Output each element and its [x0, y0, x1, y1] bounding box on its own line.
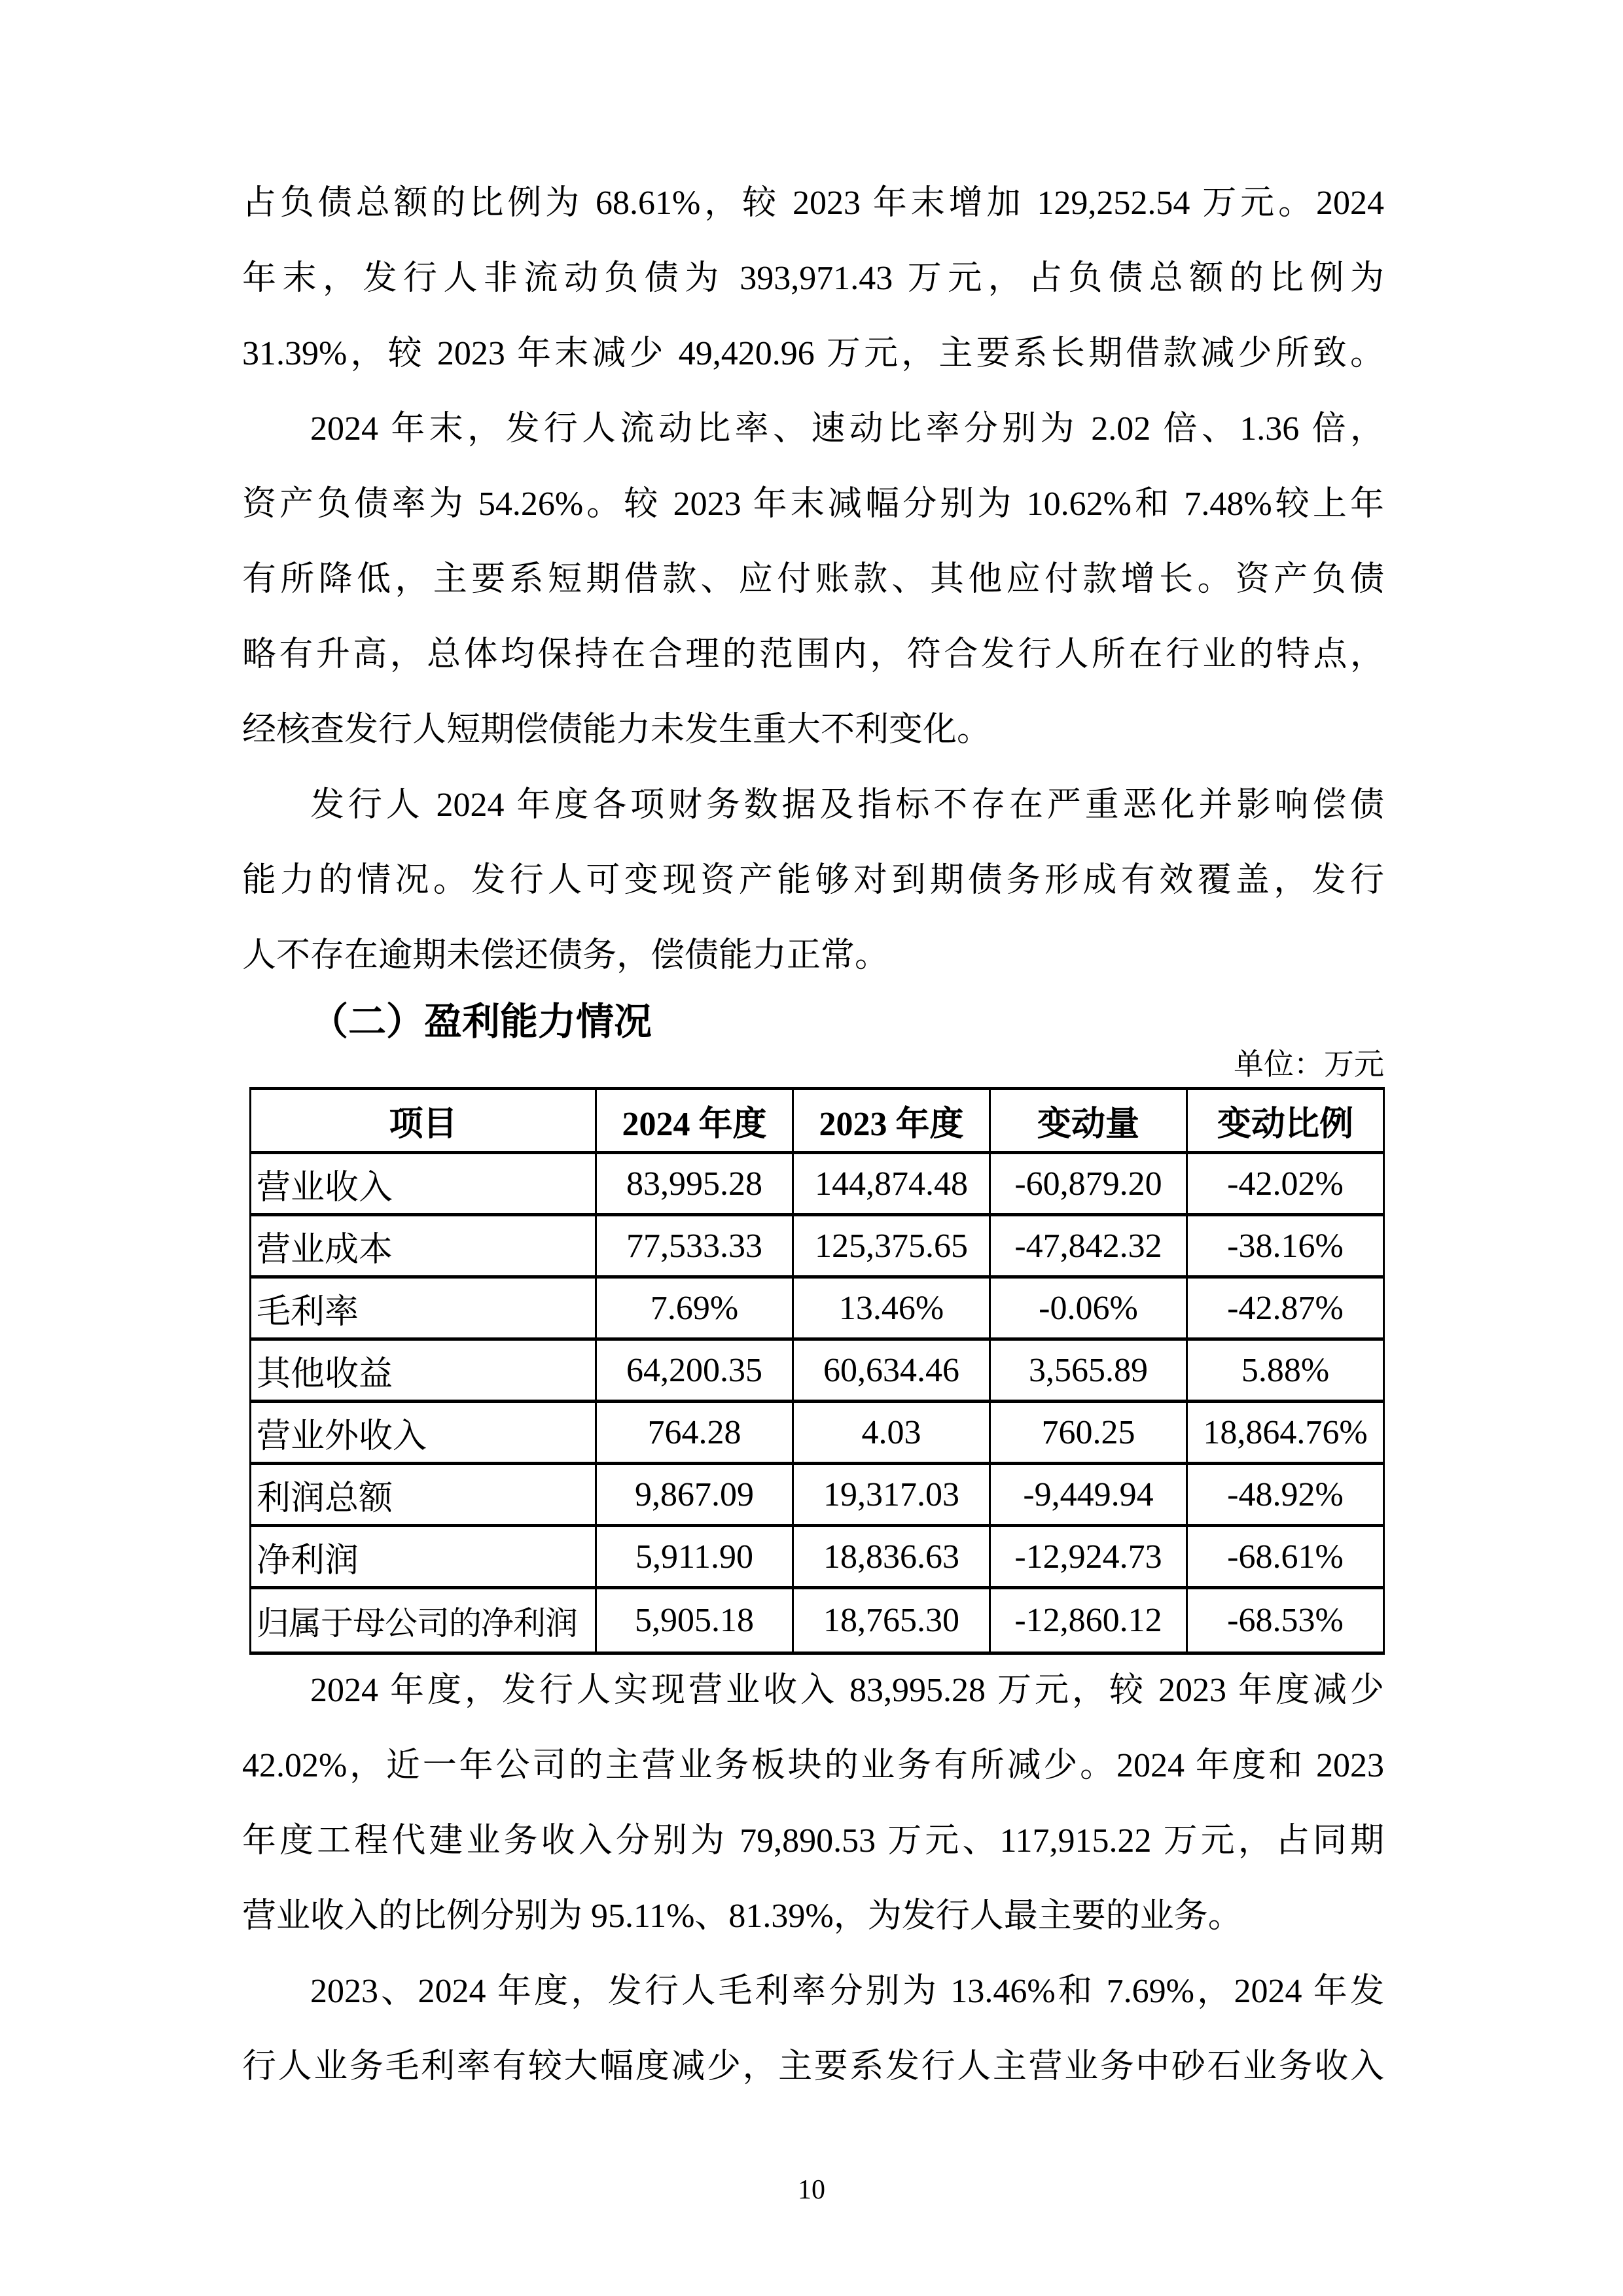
text-line: 能力的情况。发行人可变现资产能够对到期债务形成有效覆盖，发行: [242, 862, 1384, 899]
paragraph-liquidity-ratios: [242, 391, 1384, 768]
text-line: 资产负债率为 54.26%。较 2023 年末减幅分别为 10.62%和 7.48%较上年: [242, 486, 1384, 523]
text-line: 人不存在逾期未偿还债务，偿债能力正常。: [242, 937, 889, 974]
text-line: 行人业务毛利率有较大幅度减少，主要系发行人主营业务中砂石业务收入: [242, 2048, 1384, 2085]
table-row: [251, 1464, 1384, 1526]
table-row: [251, 1588, 1384, 1653]
unit-label: 单位：万元: [1234, 1048, 1384, 1081]
row-label: 净利润: [251, 1526, 596, 1588]
column-header-2023: 2023 年度: [793, 1089, 990, 1153]
row-label: 毛利率: [251, 1277, 596, 1339]
table-cell: -68.61%: [1187, 1526, 1384, 1588]
table-row: [251, 1215, 1384, 1277]
table-cell: -0.06%: [990, 1277, 1187, 1339]
table-cell: 5.88%: [1187, 1339, 1384, 1402]
table-cell: -47,842.32: [990, 1215, 1187, 1277]
table-cell: -42.87%: [1187, 1277, 1384, 1339]
text-line: 略有升高，总体均保持在合理的范围内，符合发行人所在行业的特点，: [242, 636, 1384, 673]
text-line: 31.39%，较 2023 年末减少 49,420.96 万元，主要系长期借款减少所致。: [242, 335, 1384, 372]
text-line: 经核查发行人短期偿债能力未发生重大不利变化。: [242, 711, 991, 749]
table-cell: 77,533.33: [596, 1215, 793, 1277]
table-row: [251, 1339, 1384, 1402]
table-cell: 19,317.03: [793, 1464, 990, 1526]
table-cell: 5,905.18: [596, 1588, 793, 1653]
text-line: 42.02%，近一年公司的主营业务板块的业务有所减少。2024 年度和 2023: [242, 1747, 1384, 1784]
column-header-item: 项目: [251, 1089, 596, 1153]
table-cell: 144,874.48: [793, 1153, 990, 1215]
table-cell: -12,860.12: [990, 1588, 1187, 1653]
text-line: 2024 年末，发行人流动比率、速动比率分别为 2.02 倍、1.36 倍，: [310, 410, 1384, 448]
text-line: 发行人 2024 年度各项财务数据及指标不存在严重恶化并影响偿债: [310, 786, 1384, 824]
text-line: 2024 年度，发行人实现营业收入 83,995.28 万元，较 2023 年度减少: [310, 1672, 1384, 1709]
row-label: 营业外收入: [251, 1402, 596, 1464]
table-cell: 64,200.35: [596, 1339, 793, 1402]
table-cell: -38.16%: [1187, 1215, 1384, 1277]
table-cell: 60,634.46: [793, 1339, 990, 1402]
table-cell: 18,864.76%: [1187, 1402, 1384, 1464]
table-cell: 13.46%: [793, 1277, 990, 1339]
table-header-row: [251, 1089, 1384, 1153]
table-row: [251, 1153, 1384, 1215]
table-row: [251, 1402, 1384, 1464]
table-cell: 7.69%: [596, 1277, 793, 1339]
paragraph-debt-ratio: [242, 166, 1384, 391]
text-line: 年度工程代建业务收入分别为 79,890.53 万元、117,915.22 万元，占同期: [242, 1822, 1384, 1860]
table-cell: 760.25: [990, 1402, 1187, 1464]
section-heading: （二）盈利能力情况: [310, 1000, 652, 1043]
paragraph-revenue: [242, 1653, 1384, 1954]
table-cell: 125,375.65: [793, 1215, 990, 1277]
paragraph-solvency: [242, 768, 1384, 993]
row-label: 归属于母公司的净利润: [251, 1588, 596, 1653]
table-cell: -68.53%: [1187, 1588, 1384, 1653]
text-line: 营业收入的比例分别为 95.11%、81.39%，为发行人最主要的业务。: [242, 1898, 1242, 1935]
table-row: [251, 1277, 1384, 1339]
table-cell: 83,995.28: [596, 1153, 793, 1215]
row-label: 营业收入: [251, 1153, 596, 1215]
table-cell: -60,879.20: [990, 1153, 1187, 1215]
table-cell: 3,565.89: [990, 1339, 1187, 1402]
table-cell: -42.02%: [1187, 1153, 1384, 1215]
table-cell: 764.28: [596, 1402, 793, 1464]
table-cell: 9,867.09: [596, 1464, 793, 1526]
table-cell: -12,924.73: [990, 1526, 1187, 1588]
column-header-change-pct: 变动比例: [1187, 1089, 1384, 1153]
text-line: 占负债总额的比例为 68.61%，较 2023 年末增加 129,252.54 万元。2024: [242, 185, 1384, 222]
table-cell: 18,836.63: [793, 1526, 990, 1588]
table-cell: 18,765.30: [793, 1588, 990, 1653]
table-cell: 4.03: [793, 1402, 990, 1464]
table-cell: 5,911.90: [596, 1526, 793, 1588]
table-row: [251, 1526, 1384, 1588]
page-number: 10: [798, 2175, 825, 2205]
financial-table: [249, 1087, 1385, 1655]
text-line: 2023、2024 年度，发行人毛利率分别为 13.46%和 7.69%，2024 年发: [310, 1973, 1384, 2010]
row-label: 其他收益: [251, 1339, 596, 1402]
text-line: 年末，发行人非流动负债为 393,971.43 万元，占负债总额的比例为: [242, 260, 1384, 297]
column-header-2024: 2024 年度: [596, 1089, 793, 1153]
paragraph-gross-margin: [242, 1954, 1384, 2104]
text-line: 有所降低，主要系短期借款、应付账款、其他应付款增长。资产负债: [242, 561, 1384, 598]
table-cell: -48.92%: [1187, 1464, 1384, 1526]
table-cell: -9,449.94: [990, 1464, 1187, 1526]
row-label: 利润总额: [251, 1464, 596, 1526]
column-header-change: 变动量: [990, 1089, 1187, 1153]
page-content: [242, 0, 1384, 2296]
row-label: 营业成本: [251, 1215, 596, 1277]
